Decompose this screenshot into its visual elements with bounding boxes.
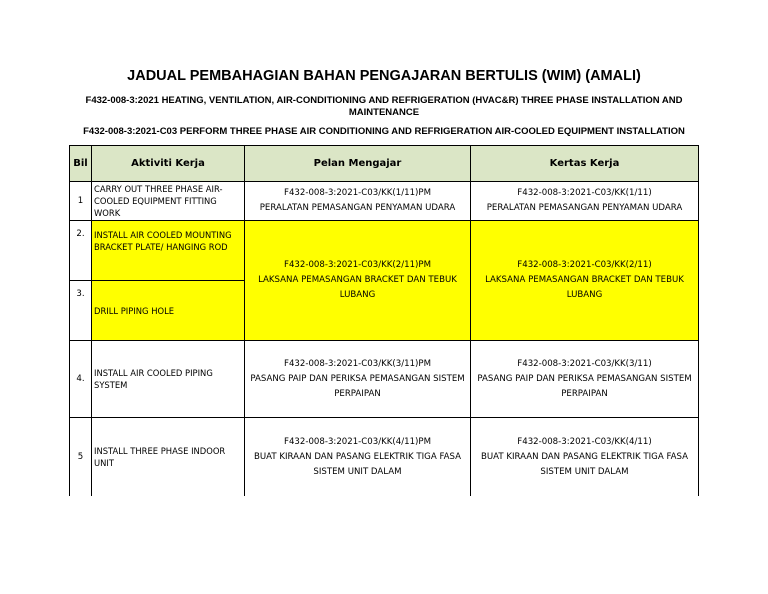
kertas-desc: LAKSANA PEMASANGAN BRACKET DAN TEBUK LUBANG	[485, 275, 684, 300]
row-pelan	[245, 221, 471, 341]
document-subtitle-competency: F432-008-3:2021-C03 PERFORM THREE PHASE AIR CONDITIONING AND REFRIGERATION AIR-COOLED EQUIPMENT INSTALLATION	[83, 126, 685, 137]
pelan-desc: PASANG PAIP DAN PERIKSA PEMASANGAN SISTEM PERPAIPAN	[250, 373, 465, 399]
document-title: JADUAL PEMBAHAGIAN BAHAN PENGAJARAN BERTULIS (WIM) (AMALI)	[127, 68, 641, 84]
table-row	[70, 341, 699, 418]
row-pelan	[245, 182, 471, 221]
pelan-code: F432-008-3:2021-C03/KK(4/11)PM	[284, 436, 431, 447]
document-subtitle-program: F432-008-3:2021 HEATING, VENTILATION, AIR-CONDITIONING AND REFRIGERATION (HVAC&R) THREE PHASE INSTALLATION AND MAINTENANCE	[85, 95, 683, 118]
table-row	[70, 182, 699, 221]
header-kertas: Kertas Kerja	[471, 146, 699, 182]
row-pelan	[245, 341, 471, 418]
row-pelan	[245, 418, 471, 497]
row-bil: 5	[70, 418, 92, 497]
pelan-code: F432-008-3:2021-C03/KK(1/11)PM	[284, 188, 431, 198]
kertas-desc: PERALATAN PEMASANGAN PENYAMAN UDARA	[486, 203, 683, 213]
pelan-code: F432-008-3:2021-C03/KK(2/11)PM	[284, 260, 431, 270]
table-row	[70, 418, 699, 497]
header-bil: Bil	[70, 146, 92, 182]
header-aktiviti: Aktiviti Kerja	[92, 146, 245, 182]
kertas-desc: PASANG PAIP DAN PERIKSA PEMASANGAN SISTEM PERPAIPAN	[477, 373, 692, 399]
row-aktiviti: INSTALL AIR COOLED MOUNTING BRACKET PLATE/ HANGING ROD	[92, 221, 245, 281]
row-kertas	[471, 341, 699, 418]
pelan-desc: BUAT KIRAAN DAN PASANG ELEKTRIK TIGA FASA SISTEM UNIT DALAM	[254, 451, 461, 477]
pelan-desc: PERALATAN PEMASANGAN PENYAMAN UDARA	[259, 203, 456, 213]
row-bil: 3.	[70, 281, 92, 341]
kertas-code: F432-008-3:2021-C03/KK(2/11)	[517, 260, 652, 270]
schedule-table	[69, 145, 699, 496]
row-kertas	[471, 221, 699, 341]
row-kertas	[471, 418, 699, 497]
row-kertas	[471, 182, 699, 221]
table-row	[70, 221, 699, 281]
pelan-desc: LAKSANA PEMASANGAN BRACKET DAN TEBUK LUBANG	[258, 275, 457, 300]
kertas-code: F432-008-3:2021-C03/KK(4/11)	[517, 436, 652, 447]
table-header-row	[70, 146, 699, 182]
row-bil: 2.	[70, 221, 92, 281]
kertas-code: F432-008-3:2021-C03/KK(3/11)	[517, 358, 652, 369]
header-pelan: Pelan Mengajar	[245, 146, 471, 182]
pelan-code: F432-008-3:2021-C03/KK(3/11)PM	[284, 358, 431, 369]
kertas-desc: BUAT KIRAAN DAN PASANG ELEKTRIK TIGA FASA SISTEM UNIT DALAM	[481, 451, 688, 477]
row-aktiviti: DRILL PIPING HOLE	[92, 281, 245, 341]
row-aktiviti: CARRY OUT THREE PHASE AIR-COOLED EQUIPMENT FITTING WORK	[92, 182, 245, 221]
row-aktiviti: INSTALL AIR COOLED PIPING SYSTEM	[92, 341, 245, 418]
kertas-code: F432-008-3:2021-C03/KK(1/11)	[517, 188, 652, 198]
row-aktiviti: INSTALL THREE PHASE INDOOR UNIT	[92, 418, 245, 497]
row-bil: 1	[70, 182, 92, 221]
row-bil: 4.	[70, 341, 92, 418]
